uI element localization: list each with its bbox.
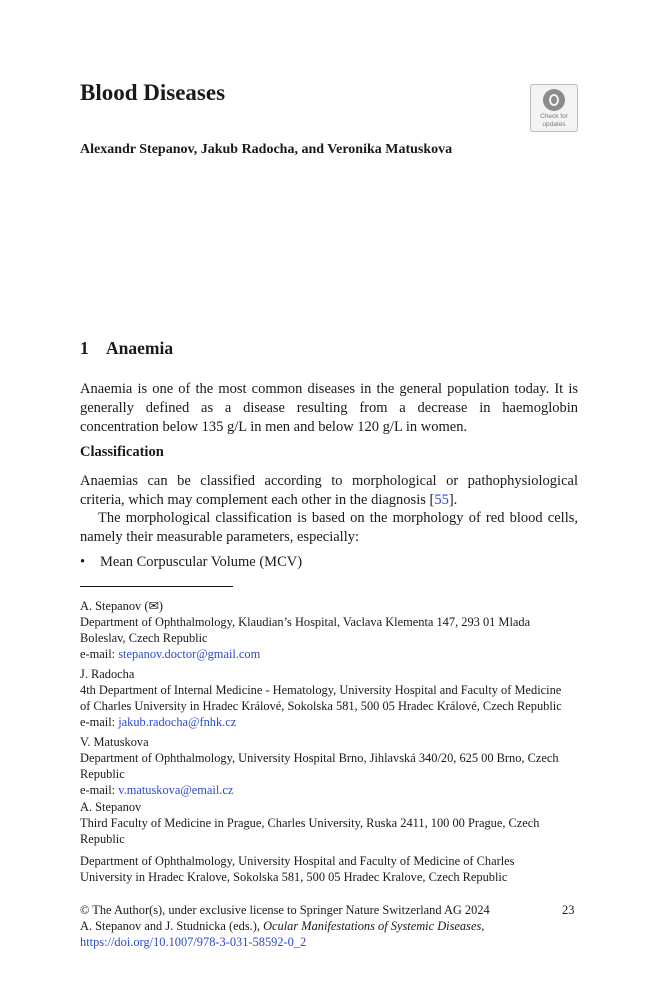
affiliation-line: University in Hradec Kralove, Sokolska 581, 500 05 Hradec Kralove, Czech Republic xyxy=(80,870,508,884)
affiliation-radocha xyxy=(80,666,580,730)
affiliation-line: Boleslav, Czech Republic xyxy=(80,631,208,645)
paragraph-classification: Anaemias can be classified according to morphological or pathophysiological criteria, which may complement each other in the diagnosis [55]. xyxy=(80,473,578,508)
affiliation-stepanov-hradec xyxy=(80,853,580,885)
check-for-updates-badge[interactable] xyxy=(530,84,578,132)
affiliation-name: A. Stepanov xyxy=(80,800,142,814)
chapter-title: Blood Diseases xyxy=(80,80,226,105)
affiliation-stepanov xyxy=(80,598,580,662)
badge-label: Check for updates xyxy=(540,113,568,128)
affiliation-email: e-mail: stepanov.doctor@gmail.com xyxy=(80,647,261,661)
citation-link[interactable]: 55 xyxy=(434,492,449,508)
affiliation-email: e-mail: jakub.radocha@fnhk.cz xyxy=(80,715,237,729)
section-number: 1 xyxy=(80,338,89,358)
affiliation-line: of Charles University in Hradec Králové, Sokolska 581, 500 05 Hradec Králové, Czech Republic xyxy=(80,699,562,713)
email-link[interactable]: v.matuskova@email.cz xyxy=(118,783,234,797)
affiliation-email: e-mail: v.matuskova@email.cz xyxy=(80,783,234,797)
copyright-line: © The Author(s), under exclusive license to Springer Nature Switzerland AG 2024 xyxy=(80,903,490,917)
affiliation-name: A. Stepanov (✉) xyxy=(80,599,163,613)
list-item-text: Mean Corpuscular Volume (MCV) xyxy=(100,554,303,570)
paragraph-anaemia-definition: Anaemia is one of the most common diseases in the general population today. It is generally defined as a disease resulting from a decrease in haemoglobin concentration below 135 g/L in men and below 120 g/L in women. xyxy=(80,381,578,435)
bullet-icon: • xyxy=(80,554,86,570)
paragraph-morphological: The morphological classification is based on the morphology of red blood cells, namely their measurable parameters, especially: xyxy=(80,510,578,545)
affiliation-stepanov-prague xyxy=(80,799,580,847)
copyright-footer xyxy=(80,902,580,950)
affiliation-name: V. Matuskova xyxy=(80,735,149,749)
footnote-divider xyxy=(80,586,233,587)
email-link[interactable]: jakub.radocha@fnhk.cz xyxy=(118,715,237,729)
affiliation-line: Department of Ophthalmology, University Hospital and Faculty of Medicine of Charles xyxy=(80,854,515,868)
affiliation-matuskova xyxy=(80,734,580,798)
list-item xyxy=(80,554,302,571)
section-heading xyxy=(80,338,173,359)
check-updates-icon xyxy=(543,89,565,111)
subheading-classification: Classification xyxy=(80,444,164,460)
doi-link[interactable]: https://doi.org/10.1007/978-3-031-58592-0_2 xyxy=(80,935,307,949)
citation-line: A. Stepanov and J. Studnicka (eds.), Ocular Manifestations of Systemic Diseases, xyxy=(80,919,485,933)
affiliation-line: Department of Ophthalmology, University Hospital Brno, Jihlavská 340/20, 625 00 Brno, Czech xyxy=(80,751,559,765)
affiliation-line: Department of Ophthalmology, Klaudian’s Hospital, Vaclava Klementa 147, 293 01 Mlada xyxy=(80,615,531,629)
affiliation-line: Republic xyxy=(80,832,125,846)
page-number: 23 xyxy=(562,903,575,917)
affiliation-line: 4th Department of Internal Medicine - Hematology, University Hospital and Faculty of Medicine xyxy=(80,683,562,697)
affiliation-name: J. Radocha xyxy=(80,667,135,681)
email-link[interactable]: stepanov.doctor@gmail.com xyxy=(118,647,261,661)
book-title: Ocular Manifestations of Systemic Diseases xyxy=(263,919,482,933)
section-title: Anaemia xyxy=(106,338,174,358)
affiliation-line: Republic xyxy=(80,767,125,781)
author-list: Alexandr Stepanov, Jakub Radocha, and Veronika Matuskova xyxy=(80,142,453,157)
affiliation-line: Third Faculty of Medicine in Prague, Charles University, Ruska 2411, 100 00 Prague, Czech xyxy=(80,816,540,830)
